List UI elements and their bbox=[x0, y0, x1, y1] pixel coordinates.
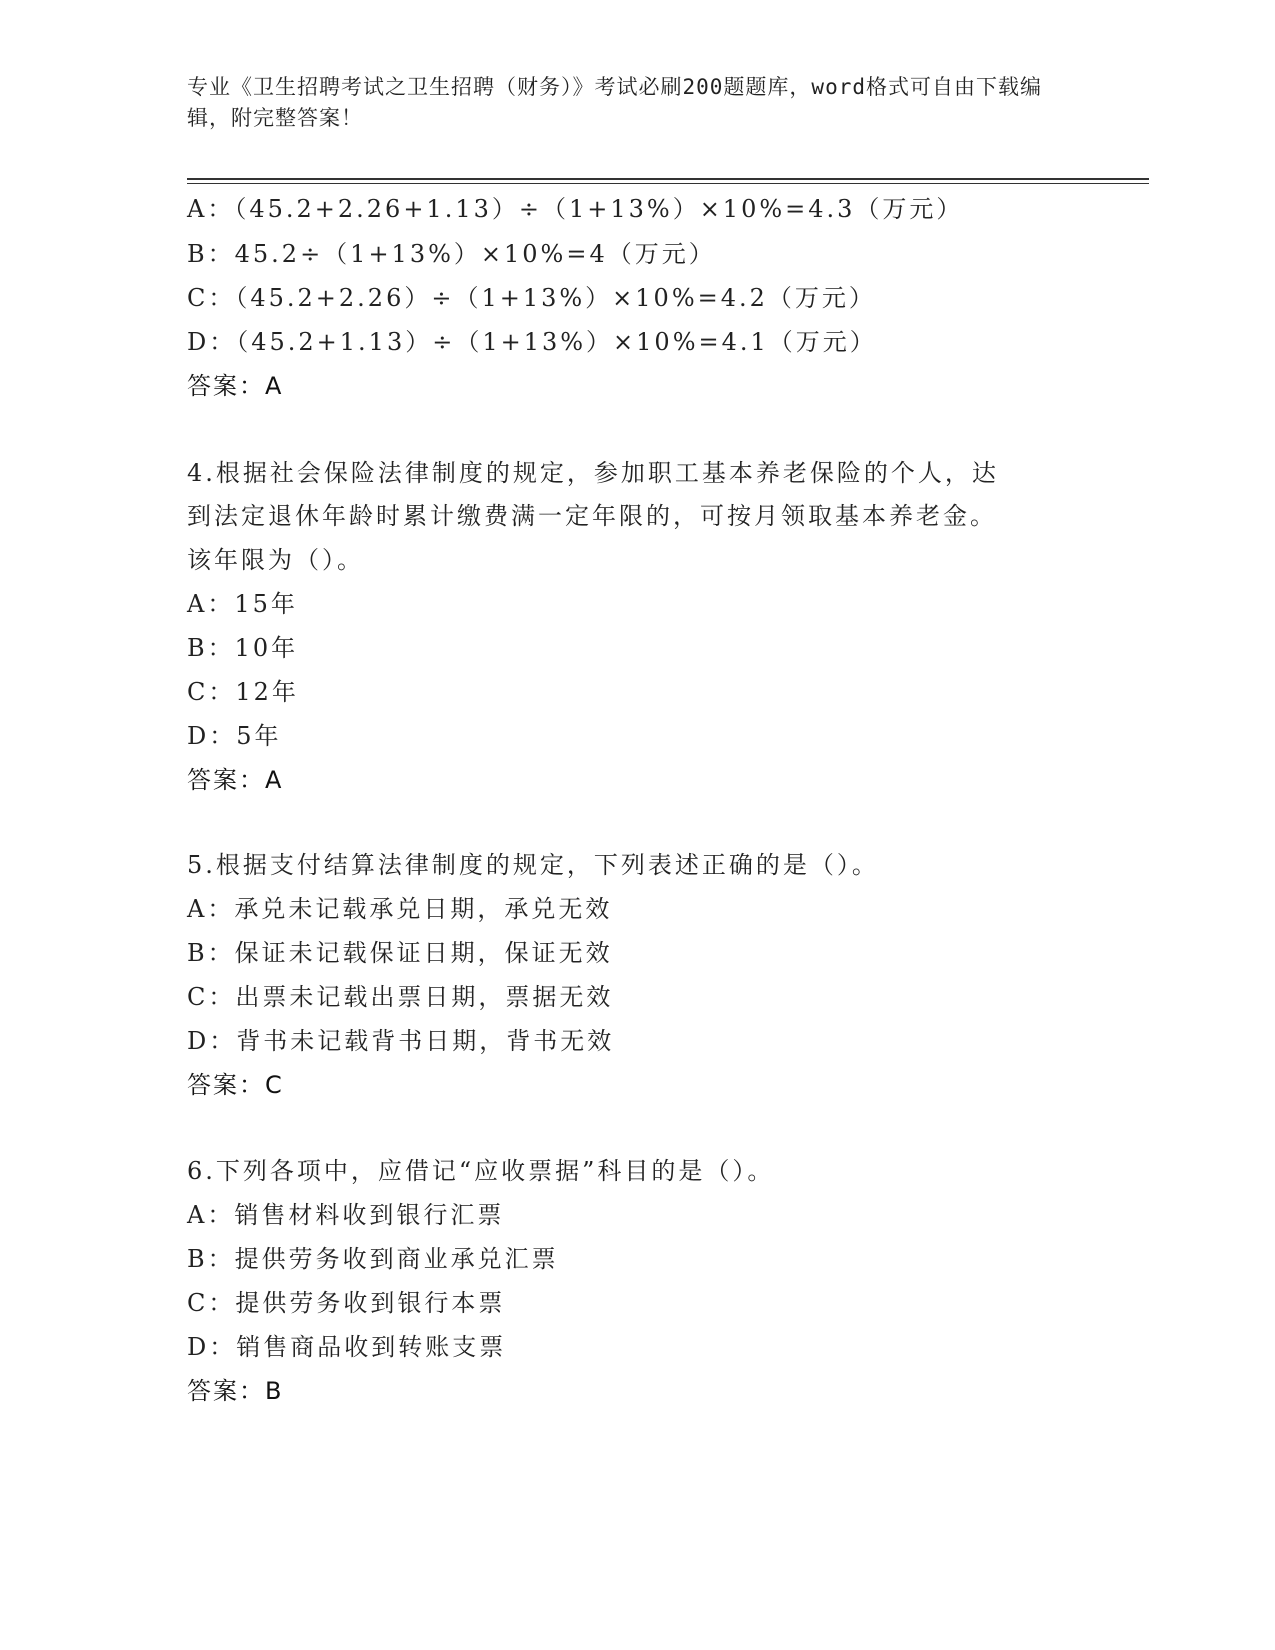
q6-answer: 答案：B bbox=[187, 1377, 284, 1405]
q3-answer: 答案：A bbox=[187, 372, 284, 400]
q4-option-c: C：12年 bbox=[187, 678, 299, 706]
q5-answer: 答案：C bbox=[187, 1071, 284, 1099]
q6-option-b: B：提供劳务收到商业承兑汇票 bbox=[187, 1245, 559, 1273]
q4-stem-line-2: 到法定退休年龄时累计缴费满一定年限的，可按月领取基本养老金。 bbox=[187, 502, 997, 530]
q5-option-a: A：承兑未记载承兑日期，承兑无效 bbox=[187, 895, 613, 923]
q5-stem: 5.根据支付结算法律制度的规定，下列表述正确的是（）。 bbox=[187, 851, 879, 879]
q4-option-b: B：10年 bbox=[187, 634, 299, 662]
q4-stem-line-1: 4.根据社会保险法律制度的规定，参加职工基本养老保险的个人，达 bbox=[187, 459, 999, 487]
q3-option-c: C：（45.2+2.26）÷（1+13%）×10%=4.2（万元） bbox=[187, 284, 876, 312]
q4-option-a: A：15年 bbox=[187, 590, 298, 618]
q6-option-a: A：销售材料收到银行汇票 bbox=[187, 1201, 505, 1229]
q5-option-c: C：出票未记载出票日期，票据无效 bbox=[187, 983, 614, 1011]
header-rule-thin bbox=[187, 183, 1149, 184]
q6-option-c: C：提供劳务收到银行本票 bbox=[187, 1289, 506, 1317]
q4-stem-line-3: 该年限为（）。 bbox=[187, 546, 364, 574]
q6-option-d: D：销售商品收到转账支票 bbox=[187, 1333, 507, 1361]
q4-answer: 答案：A bbox=[187, 766, 284, 794]
q6-stem: 6.下列各项中，应借记“应收票据”科目的是（）。 bbox=[187, 1157, 775, 1185]
document-header: 专业《卫生招聘考试之卫生招聘（财务）》考试必刷200题题库，word格式可自由下载编辑，附完整答案！ bbox=[187, 75, 1042, 130]
q3-option-a: A：（45.2+2.26+1.13）÷（1+13%）×10%=4.3（万元） bbox=[187, 195, 964, 223]
q4-option-d: D：5年 bbox=[187, 722, 282, 750]
q5-option-b: B：保证未记载保证日期，保证无效 bbox=[187, 939, 613, 967]
header-rule-thick bbox=[187, 178, 1149, 180]
q3-option-b: B：45.2÷（1+13%）×10%=4（万元） bbox=[187, 240, 716, 268]
q5-option-d: D：背书未记载背书日期，背书无效 bbox=[187, 1027, 615, 1055]
q3-option-d: D：（45.2+1.13）÷（1+13%）×10%=4.1（万元） bbox=[187, 328, 877, 356]
